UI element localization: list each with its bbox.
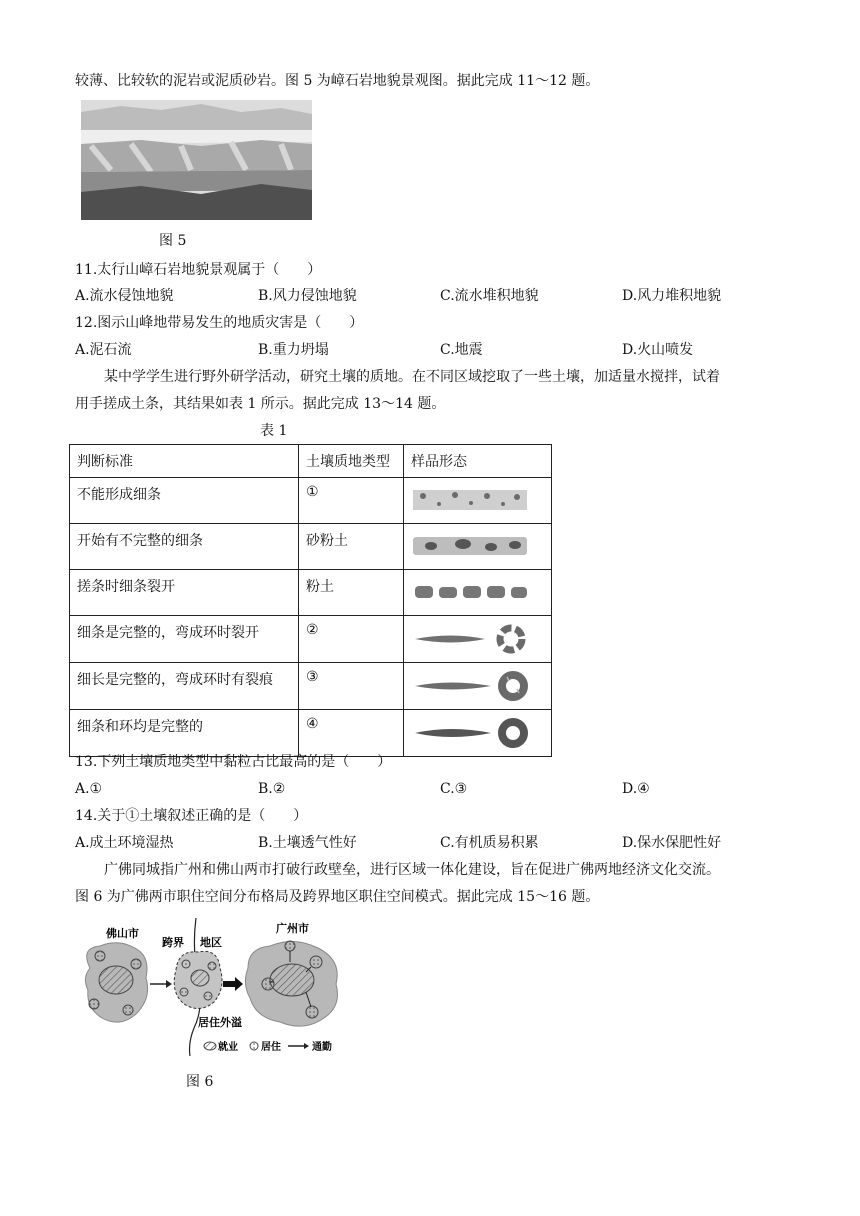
q13-option-b[interactable]: B.② xyxy=(258,781,286,797)
passage3-line1: 广佛同城指广州和佛山两市打破行政壁垒，进行区域一体化建设，旨在促进广佛两地经济文化交流。 xyxy=(104,862,720,878)
complete-ring-sample-icon xyxy=(411,716,531,750)
table-row xyxy=(70,616,552,663)
table-row xyxy=(70,663,552,710)
row-type: 砂粉土 xyxy=(299,524,404,570)
q13-option-a[interactable]: A.① xyxy=(75,781,103,797)
label-kuajie: 跨界 xyxy=(162,936,184,949)
row-type: ③ xyxy=(299,663,404,710)
table1-caption: 表 1 xyxy=(260,423,288,439)
row-type: ① xyxy=(299,478,404,524)
row-type: ④ xyxy=(299,710,404,757)
q13-option-c[interactable]: C.③ xyxy=(440,781,468,797)
table-row xyxy=(70,524,552,570)
label-overflow: 居住外溢 xyxy=(198,1016,242,1029)
label-foshan: 佛山市 xyxy=(106,927,139,940)
row-sample xyxy=(404,524,552,570)
intro-text: 较薄、比较软的泥岩或泥质砂岩。图 5 为嶂石岩地貌景观图。据此完成 11～12 题。 xyxy=(75,73,600,89)
q12-option-d[interactable]: D.火山喷发 xyxy=(622,342,694,358)
q14-option-a[interactable]: A.成土环境湿热 xyxy=(75,835,174,851)
header-criterion: 判断标准 xyxy=(70,445,299,478)
legend-live: 居住 xyxy=(261,1042,281,1053)
row-criterion: 细长是完整的，弯成环时有裂痕 xyxy=(70,663,299,710)
cracked-strip-sample-icon xyxy=(411,576,531,606)
row-criterion: 开始有不完整的细条 xyxy=(70,524,299,570)
label-guangzhou: 广州市 xyxy=(276,922,309,935)
landform-photo xyxy=(81,100,312,220)
ring-cracks-sample-icon xyxy=(411,622,531,656)
incomplete-strip-sample-icon xyxy=(411,530,531,560)
row-sample xyxy=(404,478,552,524)
legend-commute: 通勤 xyxy=(312,1042,332,1053)
q14-option-c[interactable]: C.有机质易积累 xyxy=(440,835,539,851)
q13-stem: 13.下列土壤质地类型中黏粒占比最高的是（ ） xyxy=(75,754,392,770)
row-sample xyxy=(404,663,552,710)
header-sample: 样品形态 xyxy=(404,445,552,478)
passage2-line2: 用手搓成土条，其结果如表 1 所示。据此完成 13～14 题。 xyxy=(75,396,446,412)
soil-texture-table xyxy=(69,444,552,757)
q12-option-a[interactable]: A.泥石流 xyxy=(75,342,132,358)
header-type: 土壤质地类型 xyxy=(299,445,404,478)
row-criterion: 细条和环均是完整的 xyxy=(70,710,299,757)
q12-option-c[interactable]: C.地震 xyxy=(440,342,483,358)
commute-diagram xyxy=(80,918,342,1056)
row-sample xyxy=(404,616,552,663)
loose-soil-sample-icon xyxy=(411,484,531,514)
label-diqu: 地区 xyxy=(200,936,222,949)
table-header-row xyxy=(70,445,552,478)
q11-stem: 11.太行山嶂石岩地貌景观属于（ ） xyxy=(75,262,322,278)
q11-option-c[interactable]: C.流水堆积地貌 xyxy=(440,288,539,304)
legend-work: 就业 xyxy=(218,1042,238,1053)
row-criterion: 细条是完整的，弯成环时裂开 xyxy=(70,616,299,663)
row-criterion: 不能形成细条 xyxy=(70,478,299,524)
row-sample xyxy=(404,710,552,757)
fig6-caption: 图 6 xyxy=(186,1074,214,1090)
q14-stem: 14.关于①土壤叙述正确的是（ ） xyxy=(75,808,308,824)
row-type: 粉土 xyxy=(299,570,404,616)
q11-option-b[interactable]: B.风力侵蚀地貌 xyxy=(258,288,357,304)
q13-option-d[interactable]: D.④ xyxy=(622,781,650,797)
row-type: ② xyxy=(299,616,404,663)
q14-option-b[interactable]: B.土壤透气性好 xyxy=(258,835,357,851)
q12-stem: 12.图示山峰地带易发生的地质灾害是（ ） xyxy=(75,315,364,331)
row-criterion: 搓条时细条裂开 xyxy=(70,570,299,616)
passage2-line1: 某中学学生进行野外研学活动，研究土壤的质地。在不同区域挖取了一些土壤，加适量水搅拌，试着 xyxy=(104,369,720,385)
q12-option-b[interactable]: B.重力坍塌 xyxy=(258,342,329,358)
ring-marks-sample-icon xyxy=(411,669,531,703)
table-row xyxy=(70,570,552,616)
table-row xyxy=(70,710,552,757)
fig5-caption: 图 5 xyxy=(159,233,187,249)
legend-live-icon xyxy=(250,1042,258,1050)
legend-work-icon xyxy=(204,1042,216,1050)
q11-option-d[interactable]: D.风力堆积地貌 xyxy=(622,288,722,304)
row-sample xyxy=(404,570,552,616)
q14-option-d[interactable]: D.保水保肥性好 xyxy=(622,835,722,851)
passage3-line2: 图 6 为广佛两市职住空间分布格局及跨界地区职住空间模式。据此完成 15～16 题。 xyxy=(75,889,600,905)
cliff-illustration xyxy=(81,100,312,220)
q11-option-a[interactable]: A.流水侵蚀地貌 xyxy=(75,288,174,304)
table-row xyxy=(70,478,552,524)
